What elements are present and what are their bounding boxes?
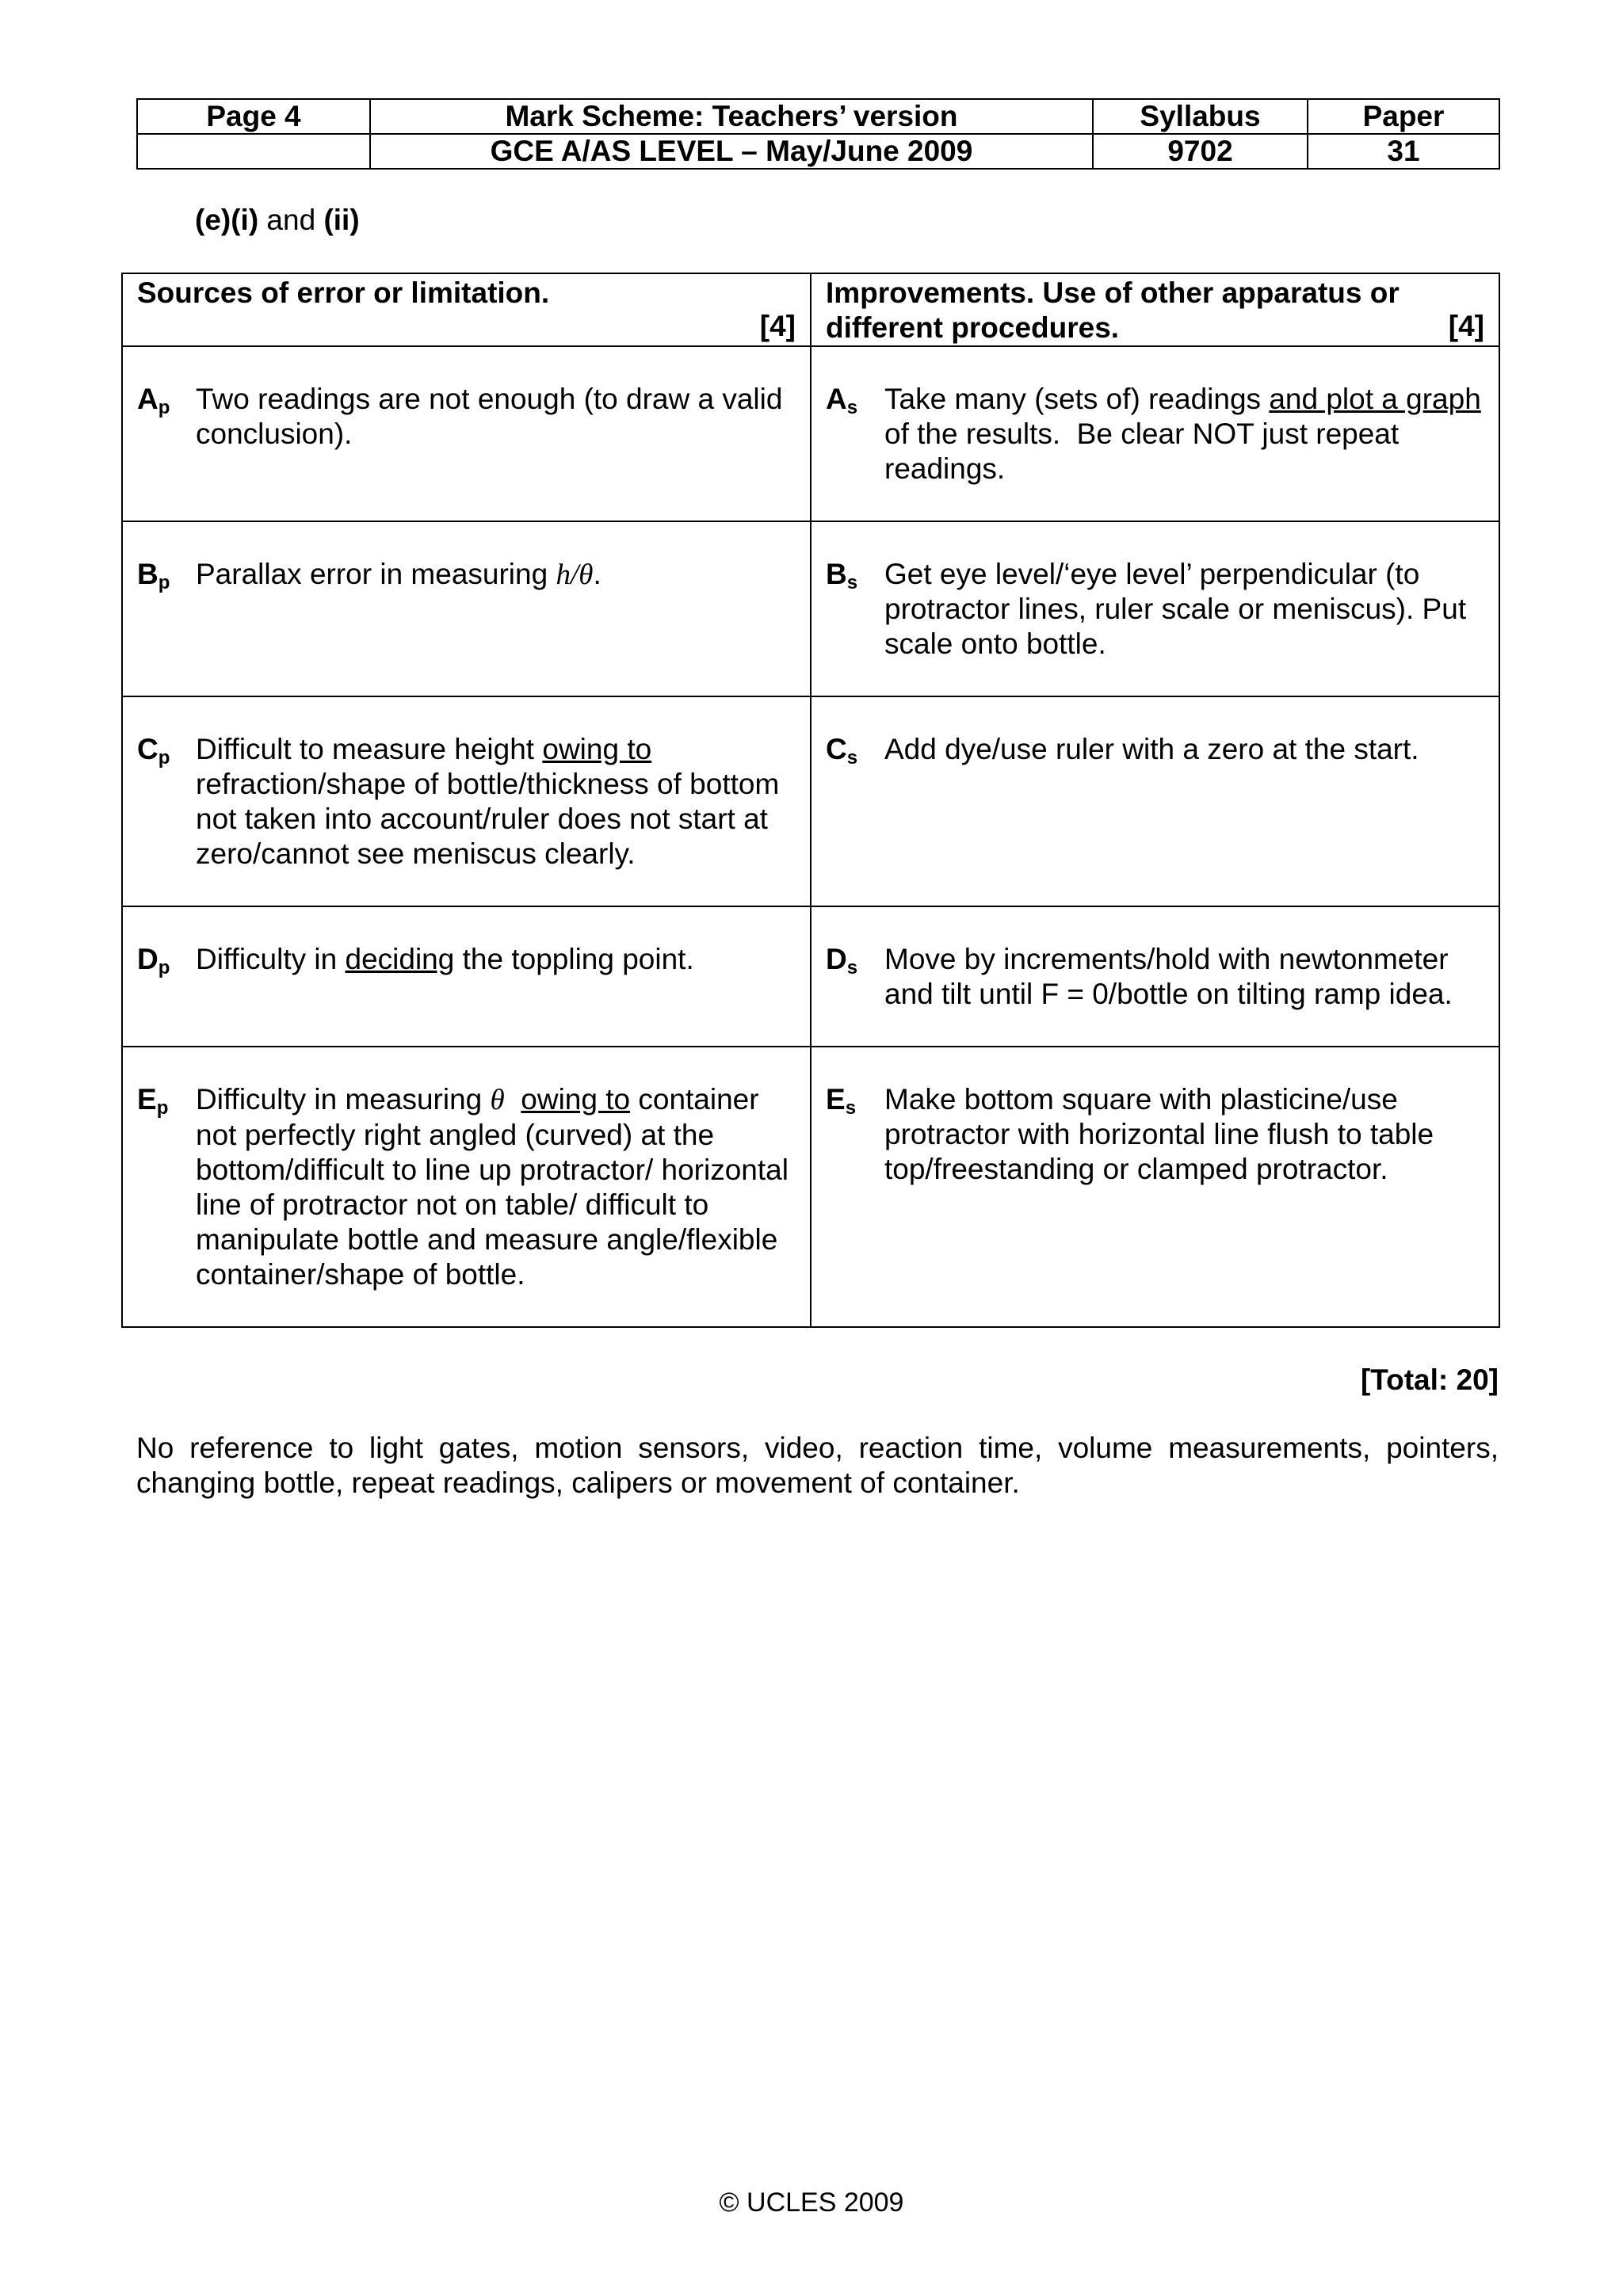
col-header-sources-text: Sources of error or limitation.	[137, 277, 550, 309]
total-marks: [Total: 20]	[1360, 1363, 1499, 1396]
italic-text: θ	[490, 1084, 505, 1116]
text-part: container not perfectly right angled (curved) at the bottom/difficult to line up protractor/ horizontal line of protractor not on table/ difficult to manipulate bottle and measure angle/flexible container/shape of bottle.	[196, 1083, 797, 1291]
section-part-2: (ii)	[323, 204, 360, 236]
col-header-improvements-text: Improvements. Use of other apparatus or different procedures.	[826, 277, 1400, 344]
improvement-code-e	[826, 1082, 884, 1187]
improvement-code-letter: E	[826, 1083, 846, 1116]
header-paper-label: Paper	[1308, 99, 1499, 134]
improvement-cell-a	[811, 346, 1499, 521]
copyright-footer: © UCLES 2009	[719, 2187, 904, 2218]
source-code-sub: p	[158, 747, 170, 769]
improvement-code-letter: B	[826, 558, 847, 590]
improvement-code-sub: s	[845, 1097, 857, 1119]
source-code-letter: B	[137, 558, 158, 590]
source-text-b	[196, 557, 796, 601]
source-code-letter: E	[137, 1083, 157, 1116]
source-code-sub: p	[158, 572, 170, 593]
improvement-cell-e	[811, 1047, 1499, 1327]
table-row	[122, 906, 1499, 1047]
improvement-code-sub: s	[846, 747, 858, 769]
underlined-text: deciding	[345, 943, 455, 975]
improvement-code-c	[826, 732, 884, 776]
header-syllabus-label: Syllabus	[1093, 99, 1308, 134]
improvement-code-sub: s	[846, 957, 858, 978]
source-cell-a	[122, 346, 811, 521]
underlined-text: owing to	[521, 1083, 631, 1116]
improvement-code-a	[826, 382, 884, 486]
improvement-code-letter: A	[826, 383, 847, 415]
improvement-text-e: Make bottom square with plasticine/use protractor with horizontal line flush to table top/freestanding or clamped protractor.	[884, 1083, 1434, 1185]
text-part: .	[593, 558, 601, 590]
mark-scheme-table	[121, 273, 1500, 1328]
underlined-text: owing to	[542, 733, 652, 765]
table-row	[122, 346, 1499, 521]
header-paper-number: 31	[1308, 134, 1499, 169]
section-part-1: (e)(i)	[195, 204, 259, 236]
improvement-cell-c	[811, 696, 1499, 906]
text-part: of the results. Be clear NOT just repeat readings.	[884, 383, 1490, 485]
text-part: Difficulty in measuring	[196, 1083, 491, 1116]
improvement-text-d: Move by increments/hold with newtonmeter and tilt until F = 0/bottle on tilting ramp idea.	[884, 943, 1453, 1010]
source-cell-b	[122, 521, 811, 696]
source-code-c	[137, 732, 196, 871]
improvement-text-c: Add dye/use ruler with a zero at the start.	[884, 733, 1419, 765]
table-row	[122, 696, 1499, 906]
table-row	[122, 1047, 1499, 1327]
source-cell-e	[122, 1047, 811, 1327]
improvement-code-d	[826, 942, 884, 1012]
source-code-letter: D	[137, 943, 158, 975]
source-code-b	[137, 557, 196, 601]
source-code-sub: p	[158, 957, 170, 978]
improvement-code-b	[826, 557, 884, 662]
text-part: refraction/shape of bottle/thickness of bottom not taken into account/ruler does not start at zero/cannot see meniscus clearly.	[196, 733, 788, 870]
header-syllabus-code: 9702	[1093, 134, 1308, 169]
header-title: Mark Scheme: Teachers’ version	[370, 99, 1093, 134]
text-part: Parallax error in measuring	[196, 558, 556, 590]
section-and: and	[258, 204, 324, 236]
italic-text: h/θ	[556, 559, 594, 591]
col-header-improvements-marks: [4]	[1448, 310, 1484, 342]
source-text-a: Two readings are not enough (to draw a valid conclusion).	[196, 383, 783, 450]
source-code-letter: C	[137, 733, 158, 765]
header-row-2	[137, 134, 1499, 169]
source-code-d	[137, 942, 196, 986]
source-code-e	[137, 1082, 196, 1292]
source-code-letter: A	[137, 383, 158, 415]
improvement-code-sub: s	[846, 397, 858, 418]
header-page: Page 4	[137, 99, 370, 134]
source-code-a	[137, 382, 196, 452]
improvement-code-letter: C	[826, 733, 847, 765]
text-part	[505, 1083, 521, 1116]
text-part: Difficult to measure height	[196, 733, 543, 765]
header-row-1	[137, 99, 1499, 134]
source-cell-c	[122, 696, 811, 906]
col-header-improvements	[811, 273, 1499, 346]
col-header-sources	[122, 273, 811, 346]
col-header-sources-marks: [4]	[759, 310, 796, 342]
source-text-e	[196, 1082, 796, 1292]
source-cell-d	[122, 906, 811, 1047]
improvement-text-a	[884, 382, 1490, 486]
underlined-text: and plot a graph	[1269, 383, 1481, 415]
table-row	[122, 521, 1499, 696]
improvement-cell-d	[811, 906, 1499, 1047]
source-code-sub: p	[156, 1097, 169, 1119]
improvement-code-letter: D	[826, 943, 847, 975]
section-label	[195, 203, 360, 238]
header-exam: GCE A/AS LEVEL – May/June 2009	[370, 134, 1093, 169]
source-code-sub: p	[158, 397, 170, 418]
source-text-d	[196, 942, 796, 986]
table-header-row	[122, 273, 1499, 346]
improvement-cell-b	[811, 521, 1499, 696]
examiner-note: No reference to light gates, motion sensors, video, reaction time, volume measurements, pointers, changing bottle, repeat readings, calipers or movement of container.	[136, 1432, 1499, 1499]
text-part: Take many (sets of) readings	[884, 383, 1270, 415]
header-empty	[137, 134, 370, 169]
text-part: Difficulty in	[196, 943, 346, 975]
improvement-text-b: Get eye level/‘eye level’ perpendicular (to protractor lines, ruler scale or meniscus). Put scale onto bottle.	[884, 558, 1467, 660]
header-table	[136, 98, 1500, 170]
source-text-c	[196, 732, 796, 871]
improvement-code-sub: s	[846, 572, 858, 593]
text-part: the toppling point.	[454, 943, 694, 975]
